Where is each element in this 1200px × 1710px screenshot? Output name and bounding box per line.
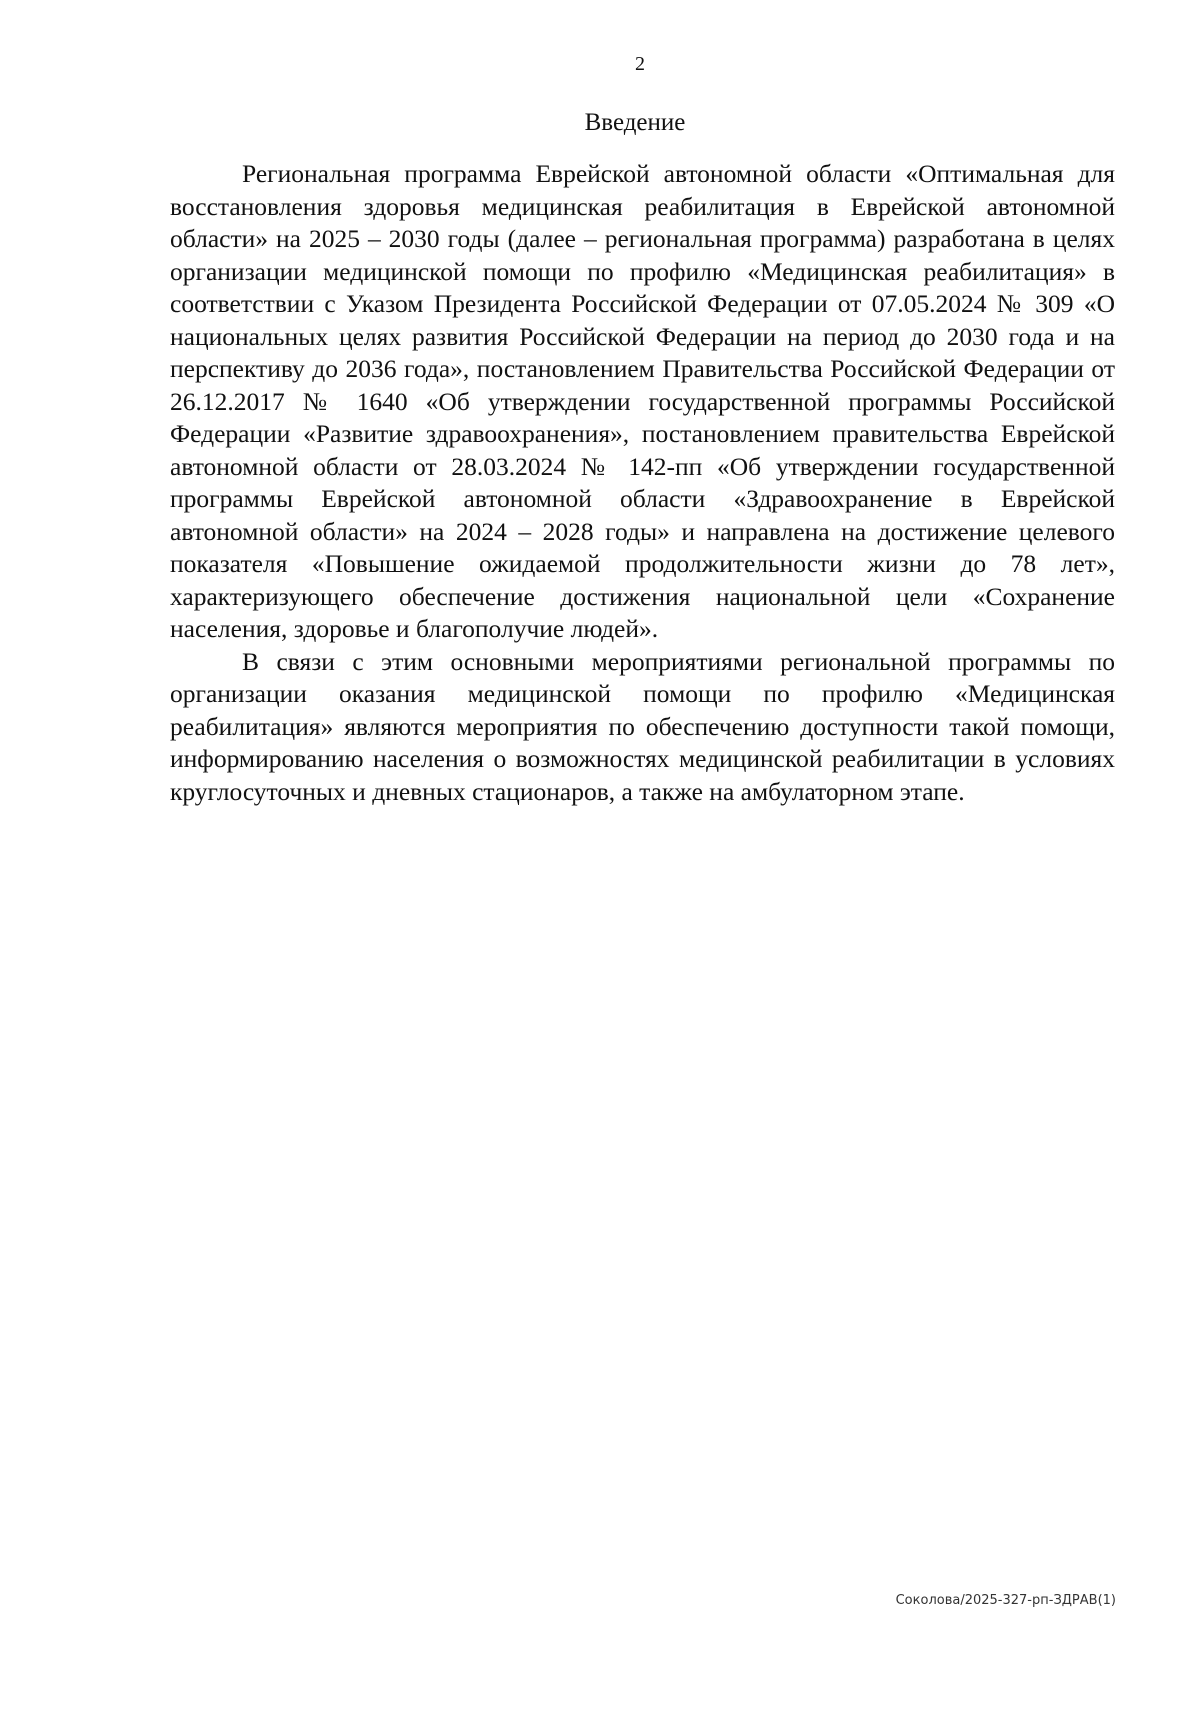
page-number: 2 xyxy=(635,53,645,75)
paragraph-intro: Региональная программа Еврейской автономной области «Оптимальная для восстановления здоровья медицинская реабилитация в Еврейской автономной области» на 2025 – 2030 годы (далее – региональная программа) разработана в целях организации медицинской помощи по профилю «Медицинская реабилитация» в соответствии с Указом Президента Российской Федерации от 07.05.2024 № 309 «О национальных целях развития Российской Федерации на период до 2030 года и на перспективу до 2036 года», постановлением Правительства Российской Федерации от 26.12.2017 № 1640 «Об утверждении государственной программы Российской Федерации «Развитие здравоохранения», постановлением правительства Еврейской автономной области от 28.03.2024 № 142-пп «Об утверждении государственной программы Еврейской автономной области «Здравоохранение в Еврейской автономной области» на 2024 – 2028 годы» и направлена на достижение целевого показателя «Повышение ожидаемой продолжительности жизни до 78 лет», характеризующего обеспечение достижения национальной цели «Сохранение населения, здоровье и благополучие людей». xyxy=(170,159,1115,643)
document-footer-code: Соколова/2025-327-рп-ЗДРАВ(1) xyxy=(895,1593,1116,1608)
document-body xyxy=(170,158,1115,808)
section-title: Введение xyxy=(584,109,686,136)
paragraph-measures: В связи с этим основными мероприятиями региональной программы по организации оказания медицинской помощи по профилю «Медицинская реабилитация» являются мероприятия по обеспечению доступности такой помощи, информированию населения о возможностях медицинской реабилитации в условиях круглосуточных и дневных стационаров, а также на амбулаторном этапе. xyxy=(170,646,1115,806)
